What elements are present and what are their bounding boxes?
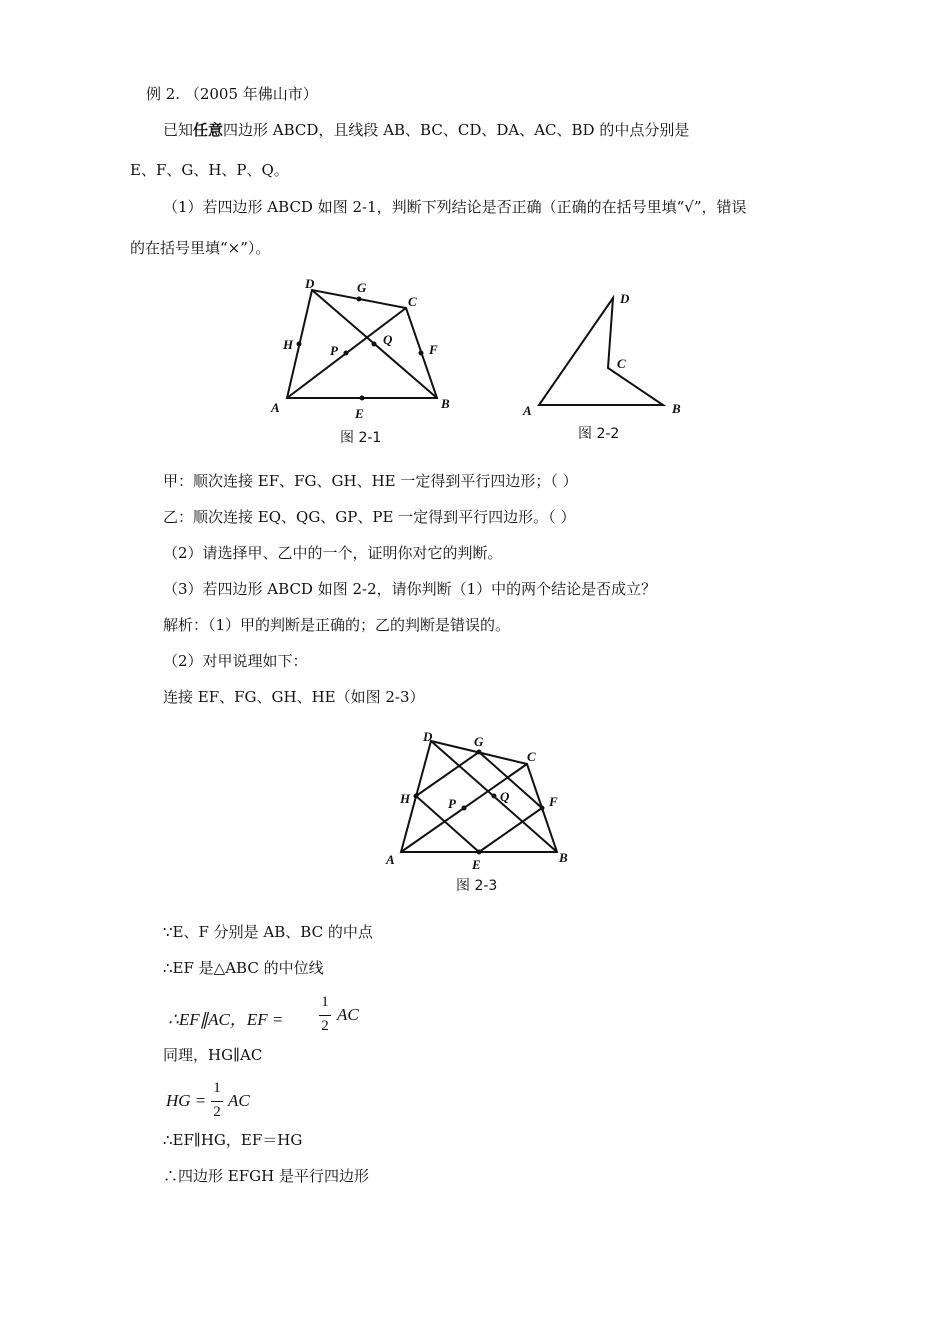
figure-2-1-caption: 图 2-1 <box>340 430 382 446</box>
proof-step-1: ∵E、F 分别是 AB、BC 的中点 <box>163 923 373 941</box>
proof-step-2: ∴EF 是△ABC 的中位线 <box>163 959 324 977</box>
figure-2-3-svg <box>380 725 580 900</box>
question-1-cont: 的在括号里填“×”）。 <box>130 239 271 257</box>
label-e3: E <box>472 857 481 872</box>
statement-yi: 乙：顺次连接 EQ、QG、GP、PE 一定得到平行四边形。（ ） <box>163 508 576 526</box>
label-h3: H <box>400 791 411 806</box>
label-d3: D <box>423 729 433 744</box>
proof-conclusion: ∴四边形 EFGH 是平行四边形 <box>163 1167 369 1185</box>
point-e <box>360 396 365 401</box>
label-b2: B <box>672 401 681 416</box>
point-p <box>344 351 349 356</box>
proof-step-4: 同理，HG∥AC <box>163 1046 263 1064</box>
point-e3 <box>477 850 482 855</box>
midpoint-names: E、F、G、H、P、Q。 <box>130 161 289 179</box>
point-q3 <box>492 794 497 799</box>
figure-2-3 <box>380 725 580 900</box>
math-expr-1-tail: AC <box>337 1005 359 1024</box>
label-b3: B <box>559 850 568 865</box>
statement-jia: 甲：顺次连接 EF、FG、GH、HE 一定得到平行四边形；（ ） <box>163 472 578 490</box>
math-expr-1: ∴EF∥AC，EF = <box>168 1010 284 1029</box>
problem-statement <box>163 120 689 140</box>
label-b: B <box>441 396 450 411</box>
fraction-bar-1 <box>319 1015 331 1016</box>
quad-abcd-concave <box>539 298 663 405</box>
question-1: （1）若四边形 ABCD 如图 2-1，判断下列结论是否正确（正确的在括号里填“√”，错误 <box>163 198 747 216</box>
figure-2-1 <box>265 272 465 452</box>
label-c2: C <box>617 356 626 371</box>
label-c: C <box>408 294 417 309</box>
math-expr-2: HG = <box>166 1091 207 1110</box>
label-e: E <box>355 406 364 421</box>
fraction-denominator-1: 2 <box>321 1018 329 1034</box>
point-g <box>357 297 362 302</box>
statement-prefix: 已知 <box>163 121 194 139</box>
point-q <box>372 342 377 347</box>
label-d: D <box>305 276 315 291</box>
point-f3 <box>540 806 545 811</box>
label-d2: D <box>620 291 630 306</box>
figure-2-2 <box>515 280 690 450</box>
fraction-bar-2 <box>211 1101 223 1102</box>
solution-1: 解析：（1）甲的判断是正确的；乙的判断是错误的。 <box>163 616 511 634</box>
math-expr-2-tail: AC <box>228 1091 250 1110</box>
fraction-numerator-1: 1 <box>321 994 329 1010</box>
label-a2: A <box>523 403 532 418</box>
figure-2-2-caption: 图 2-2 <box>578 426 620 442</box>
label-a: A <box>271 400 280 415</box>
emphasis-text: 任意 <box>193 121 224 139</box>
label-c3: C <box>527 749 536 764</box>
label-f3: F <box>549 794 558 809</box>
label-p: P <box>330 343 338 358</box>
point-f <box>419 351 424 356</box>
example-heading: 例 2. （2005 年佛山市） <box>146 85 318 103</box>
point-h3 <box>414 794 419 799</box>
question-2: （2）请选择甲、乙中的一个，证明你对它的判断。 <box>163 544 503 562</box>
label-h: H <box>283 337 294 352</box>
point-h <box>297 342 302 347</box>
label-p3: P <box>448 796 456 811</box>
label-q: Q <box>383 332 393 347</box>
question-3: （3）若四边形 ABCD 如图 2-2，请你判断（1）中的两个结论是否成立？ <box>163 580 657 598</box>
fraction-numerator-2: 1 <box>213 1080 221 1096</box>
figure-2-3-caption: 图 2-3 <box>456 878 498 894</box>
label-a3: A <box>386 852 395 867</box>
figure-2-1-svg <box>265 272 465 452</box>
solution-2-intro: （2）对甲说理如下： <box>163 652 308 670</box>
figure-2-2-svg <box>515 280 690 450</box>
point-g3 <box>477 750 482 755</box>
label-q3: Q <box>500 789 510 804</box>
solution-connect: 连接 EF、FG、GH、HE（如图 2-3） <box>163 688 425 706</box>
label-g3: G <box>474 734 484 749</box>
proof-step-6: ∴EF∥HG，EF＝HG <box>163 1131 303 1149</box>
fraction-denominator-2: 2 <box>213 1104 221 1120</box>
statement-body: 四边形 ABCD，且线段 AB、BC、CD、DA、AC、BD 的中点分别是 <box>223 121 690 139</box>
label-g: G <box>357 280 367 295</box>
label-f: F <box>429 342 438 357</box>
point-p3 <box>462 806 467 811</box>
